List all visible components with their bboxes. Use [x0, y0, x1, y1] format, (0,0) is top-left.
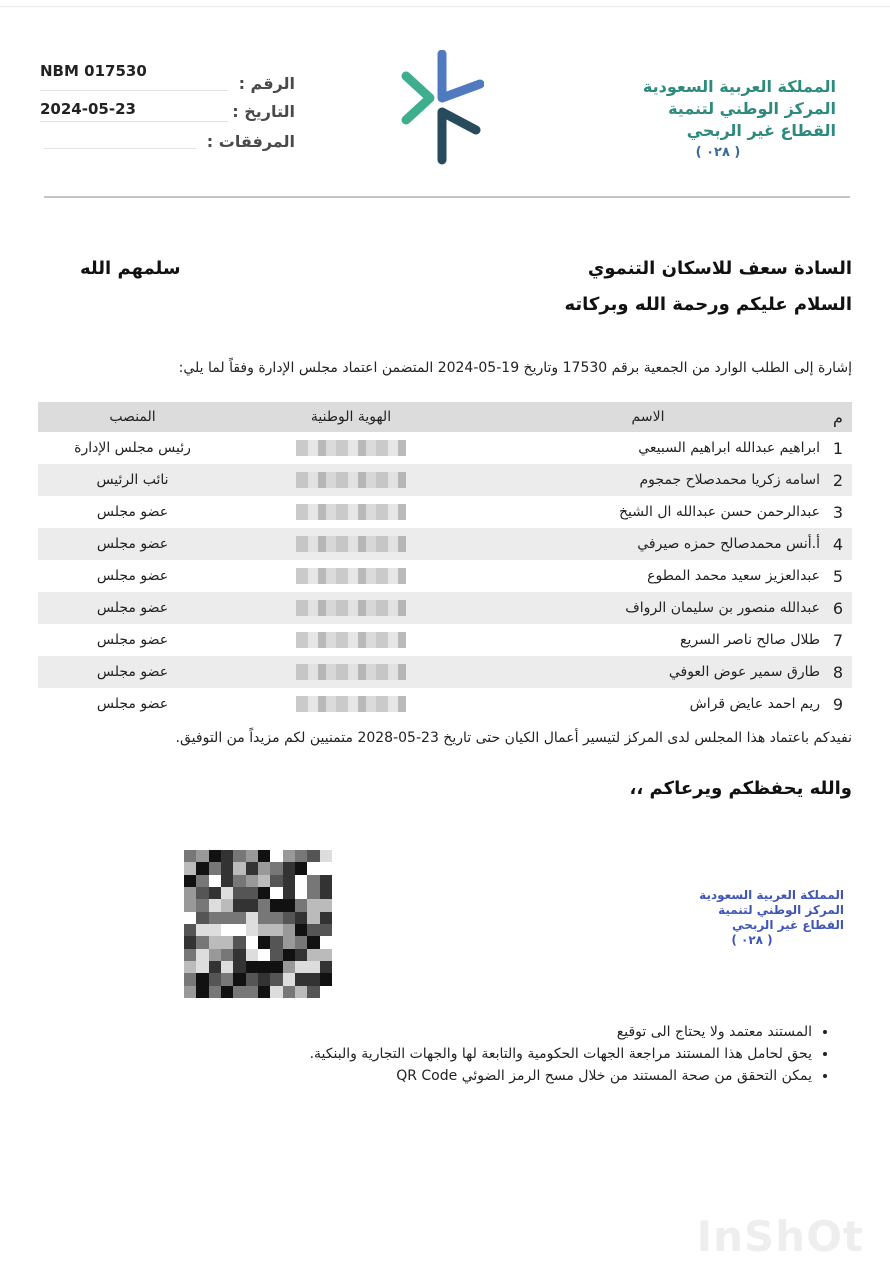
row-name: عبدالله منصور بن سليمان الرواف	[475, 592, 824, 624]
qr-cell	[270, 912, 282, 924]
qr-cell	[258, 850, 270, 862]
qr-cell	[233, 875, 245, 887]
qr-cell	[196, 961, 208, 973]
qr-cell	[270, 949, 282, 961]
seal-line3: القطاع غير الربحي	[732, 918, 844, 932]
qr-cell	[320, 912, 332, 924]
seal-line1: المملكة العربية السعودية	[699, 888, 844, 902]
qr-cell	[295, 986, 307, 998]
qr-cell	[233, 949, 245, 961]
qr-cell	[246, 899, 258, 911]
qr-cell	[307, 912, 319, 924]
qr-cell	[221, 961, 233, 973]
qr-cell	[295, 961, 307, 973]
qr-cell	[209, 887, 221, 899]
qr-cell	[307, 850, 319, 862]
table-row	[38, 560, 852, 592]
qr-cell	[246, 912, 258, 924]
qr-cell	[320, 875, 332, 887]
qr-cell	[283, 899, 295, 911]
qr-cell	[209, 924, 221, 936]
row-role: عضو مجلس	[38, 656, 227, 688]
row-num: 7	[832, 630, 844, 650]
org-line2: المركز الوطني لتنمية	[668, 99, 836, 118]
qr-cell	[209, 936, 221, 948]
qr-cell	[209, 949, 221, 961]
qr-cell	[209, 899, 221, 911]
qr-cell	[246, 875, 258, 887]
qr-cell	[258, 924, 270, 936]
attach-label: المرفقات :	[206, 132, 295, 151]
qr-cell	[184, 862, 196, 874]
qr-cell	[307, 936, 319, 948]
col-id: الهوية الوطنية	[227, 402, 475, 432]
top-edge	[0, 6, 890, 7]
qr-cell	[184, 875, 196, 887]
recipient: السادة سعف للاسكان التنموي	[587, 258, 852, 279]
qr-cell	[283, 862, 295, 874]
qr-cell	[270, 862, 282, 874]
qr-cell	[320, 899, 332, 911]
qr-cell	[246, 924, 258, 936]
row-id-redacted	[227, 624, 475, 656]
qr-cell	[221, 936, 233, 948]
row-num: 1	[832, 438, 844, 458]
qr-cell	[283, 887, 295, 899]
qr-cell	[307, 924, 319, 936]
qr-cell	[283, 936, 295, 948]
qr-cell	[320, 887, 332, 899]
qr-cell	[184, 986, 196, 998]
qr-cell	[196, 986, 208, 998]
qr-cell	[295, 887, 307, 899]
center-logo-icon	[398, 50, 484, 166]
row-role: عضو مجلس	[38, 528, 227, 560]
row-num: 4	[824, 528, 852, 560]
qr-cell	[184, 936, 196, 948]
qr-code[interactable]	[184, 850, 332, 998]
row-name: طارق سمير عوض العوفي	[475, 656, 824, 688]
qr-cell	[184, 924, 196, 936]
qr-cell	[320, 986, 332, 998]
qr-cell	[283, 875, 295, 887]
table-row	[38, 624, 852, 656]
row-id-redacted	[227, 688, 475, 720]
qr-cell	[221, 875, 233, 887]
qr-cell	[320, 949, 332, 961]
qr-cell	[233, 973, 245, 985]
qr-cell	[283, 961, 295, 973]
col-role: المنصب	[38, 402, 227, 432]
qr-cell	[258, 973, 270, 985]
qr-cell	[307, 949, 319, 961]
qr-cell	[295, 862, 307, 874]
qr-cell	[283, 949, 295, 961]
qr-cell	[258, 887, 270, 899]
qr-cell	[196, 924, 208, 936]
qr-cell	[258, 986, 270, 998]
date-label: التاريخ :	[232, 102, 295, 121]
qr-cell	[184, 961, 196, 973]
qr-cell	[209, 875, 221, 887]
qr-cell	[258, 912, 270, 924]
qr-cell	[196, 949, 208, 961]
row-num: 3	[832, 502, 844, 522]
qr-cell	[295, 973, 307, 985]
qr-cell	[233, 862, 245, 874]
qr-cell	[320, 961, 332, 973]
qr-cell	[258, 862, 270, 874]
qr-cell	[283, 973, 295, 985]
qr-cell	[283, 912, 295, 924]
qr-cell	[196, 862, 208, 874]
note-item: • يمكن التحقق من صحة المستند من خلال مسح الرمز الضوئي QR Code	[172, 1068, 812, 1084]
row-name: ابراهيم عبدالله ابراهيم السبيعي	[638, 440, 820, 456]
qr-cell	[246, 936, 258, 948]
qr-cell	[320, 973, 332, 985]
qr-cell	[283, 850, 295, 862]
qr-cell	[196, 973, 208, 985]
qr-cell	[221, 973, 233, 985]
qr-cell	[270, 875, 282, 887]
qr-cell	[233, 912, 245, 924]
qr-cell	[233, 961, 245, 973]
row-role: عضو مجلس	[38, 592, 227, 624]
note-item: • المستند معتمد ولا يحتاج الى توقيع	[172, 1024, 812, 1040]
qr-cell	[184, 912, 196, 924]
row-role: نائب الرئيس	[38, 464, 227, 496]
qr-cell	[196, 875, 208, 887]
qr-cell	[295, 936, 307, 948]
qr-cell	[270, 973, 282, 985]
qr-cell	[258, 936, 270, 948]
qr-cell	[295, 949, 307, 961]
qr-cell	[307, 887, 319, 899]
row-num: 6	[824, 592, 852, 624]
qr-cell	[320, 924, 332, 936]
qr-cell	[307, 899, 319, 911]
qr-cell	[246, 973, 258, 985]
row-id-redacted	[227, 464, 475, 496]
qr-cell	[184, 899, 196, 911]
row-name: ريم احمد عايض قراش	[689, 696, 820, 712]
qr-cell	[307, 875, 319, 887]
qr-cell	[221, 862, 233, 874]
qr-cell	[258, 875, 270, 887]
qr-cell	[258, 949, 270, 961]
attach-line	[44, 148, 196, 149]
row-name: عبدالعزيز سعيد محمد المطوع	[647, 568, 820, 584]
seal-number: ( ٠٢٨ )	[731, 933, 773, 947]
date-line	[40, 121, 228, 122]
watermark: InShOt	[696, 1212, 864, 1261]
table-row	[38, 432, 852, 464]
members-table	[38, 402, 852, 720]
table-row	[38, 528, 852, 560]
row-role: رئيس مجلس الإدارة	[74, 440, 191, 456]
row-role: عضو مجلس	[96, 696, 169, 712]
qr-cell	[270, 924, 282, 936]
header-divider	[44, 196, 850, 198]
qr-cell	[320, 862, 332, 874]
row-num: 2	[824, 464, 852, 496]
qr-cell	[295, 912, 307, 924]
qr-cell	[233, 899, 245, 911]
qr-cell	[320, 850, 332, 862]
row-role: عضو مجلس	[96, 504, 169, 520]
qr-cell	[209, 850, 221, 862]
qr-cell	[209, 973, 221, 985]
qr-cell	[307, 973, 319, 985]
ref-line	[40, 90, 228, 91]
row-id-redacted	[227, 656, 475, 688]
qr-cell	[209, 961, 221, 973]
note-item: • يحق لحامل هذا المستند مراجعة الجهات الحكومية والتابعة لها والجهات التجارية والبنكية.	[172, 1046, 812, 1062]
qr-cell	[184, 973, 196, 985]
col-num: م	[824, 402, 852, 432]
row-name: طلال صالح ناصر السريع	[680, 632, 820, 648]
row-name: عبدالرحمن حسن عبدالله ال الشيخ	[618, 504, 820, 520]
notes-list	[172, 1024, 832, 1090]
qr-cell	[209, 912, 221, 924]
qr-cell	[184, 949, 196, 961]
qr-cell	[221, 912, 233, 924]
qr-cell	[283, 924, 295, 936]
row-num: 8	[824, 656, 852, 688]
qr-cell	[246, 949, 258, 961]
qr-cell	[246, 850, 258, 862]
row-id-redacted	[227, 560, 475, 592]
signoff: والله يحفظكم ويرعاكم ،،	[629, 778, 852, 799]
qr-cell	[270, 850, 282, 862]
row-name: أ.أنس محمدصالح حمزه صيرفي	[475, 528, 824, 560]
row-name: اسامه زكريا محمدصلاح جمجوم	[475, 464, 824, 496]
qr-cell	[295, 850, 307, 862]
row-id-redacted	[227, 496, 475, 528]
qr-cell	[295, 899, 307, 911]
qr-cell	[307, 862, 319, 874]
qr-cell	[270, 961, 282, 973]
qr-cell	[221, 986, 233, 998]
table-row	[38, 688, 852, 720]
qr-cell	[233, 924, 245, 936]
qr-cell	[270, 887, 282, 899]
qr-cell	[246, 887, 258, 899]
qr-cell	[196, 899, 208, 911]
qr-cell	[233, 936, 245, 948]
qr-cell	[221, 850, 233, 862]
date-value: 2024-05-23	[40, 100, 136, 118]
row-role: عضو مجلس	[96, 568, 169, 584]
intro-text: إشارة إلى الطلب الوارد من الجمعية برقم 17530 وتاريخ 19-05-2024 المتضمن اعتماد مجلس الإدارة وفقاً لما يلي:	[178, 360, 852, 376]
table-row	[38, 656, 852, 688]
row-id-redacted	[227, 528, 475, 560]
row-role: عضو مجلس	[96, 632, 169, 648]
closing-text: نفيدكم باعتماد هذا المجلس لدى المركز لتيسير أعمال الكيان حتى تاريخ 23-05-2028 متمنيين لكم مزيداً من التوفيق.	[175, 730, 852, 746]
greeting-right: سلمهم الله	[80, 258, 181, 279]
ref-label: الرقم :	[238, 74, 295, 93]
qr-cell	[246, 961, 258, 973]
qr-cell	[307, 961, 319, 973]
qr-cell	[295, 924, 307, 936]
qr-cell	[221, 899, 233, 911]
qr-cell	[233, 850, 245, 862]
salutation: السلام عليكم ورحمة الله وبركاته	[564, 294, 852, 315]
org-header	[600, 76, 836, 164]
org-line3: القطاع غير الربحي	[686, 121, 836, 140]
qr-cell	[221, 949, 233, 961]
ref-value: NBM 017530	[40, 62, 147, 80]
qr-cell	[196, 887, 208, 899]
table-row	[38, 592, 852, 624]
col-name: الاسم	[475, 402, 824, 432]
org-line1: المملكة العربية السعودية	[642, 77, 836, 96]
org-seal	[660, 888, 844, 948]
row-num: 5	[832, 566, 844, 586]
row-id-redacted	[227, 592, 475, 624]
qr-cell	[196, 912, 208, 924]
qr-cell	[233, 986, 245, 998]
qr-cell	[270, 899, 282, 911]
qr-cell	[258, 899, 270, 911]
qr-cell	[295, 875, 307, 887]
qr-cell	[209, 862, 221, 874]
qr-cell	[320, 936, 332, 948]
qr-cell	[270, 936, 282, 948]
qr-cell	[307, 986, 319, 998]
qr-cell	[209, 986, 221, 998]
qr-cell	[283, 986, 295, 998]
qr-cell	[184, 850, 196, 862]
qr-cell	[270, 986, 282, 998]
qr-cell	[258, 961, 270, 973]
qr-cell	[196, 936, 208, 948]
table-row	[38, 496, 852, 528]
qr-cell	[233, 887, 245, 899]
row-id-redacted	[227, 432, 475, 464]
qr-cell	[196, 850, 208, 862]
row-num: 9	[832, 694, 844, 714]
org-number: ( ٠٢٨ )	[695, 145, 741, 160]
qr-cell	[246, 986, 258, 998]
qr-cell	[246, 862, 258, 874]
qr-cell	[221, 924, 233, 936]
qr-cell	[184, 887, 196, 899]
qr-cell	[221, 887, 233, 899]
table-row	[38, 464, 852, 496]
table-header-row	[38, 402, 852, 432]
seal-line2: المركز الوطني لتنمية	[718, 903, 844, 917]
